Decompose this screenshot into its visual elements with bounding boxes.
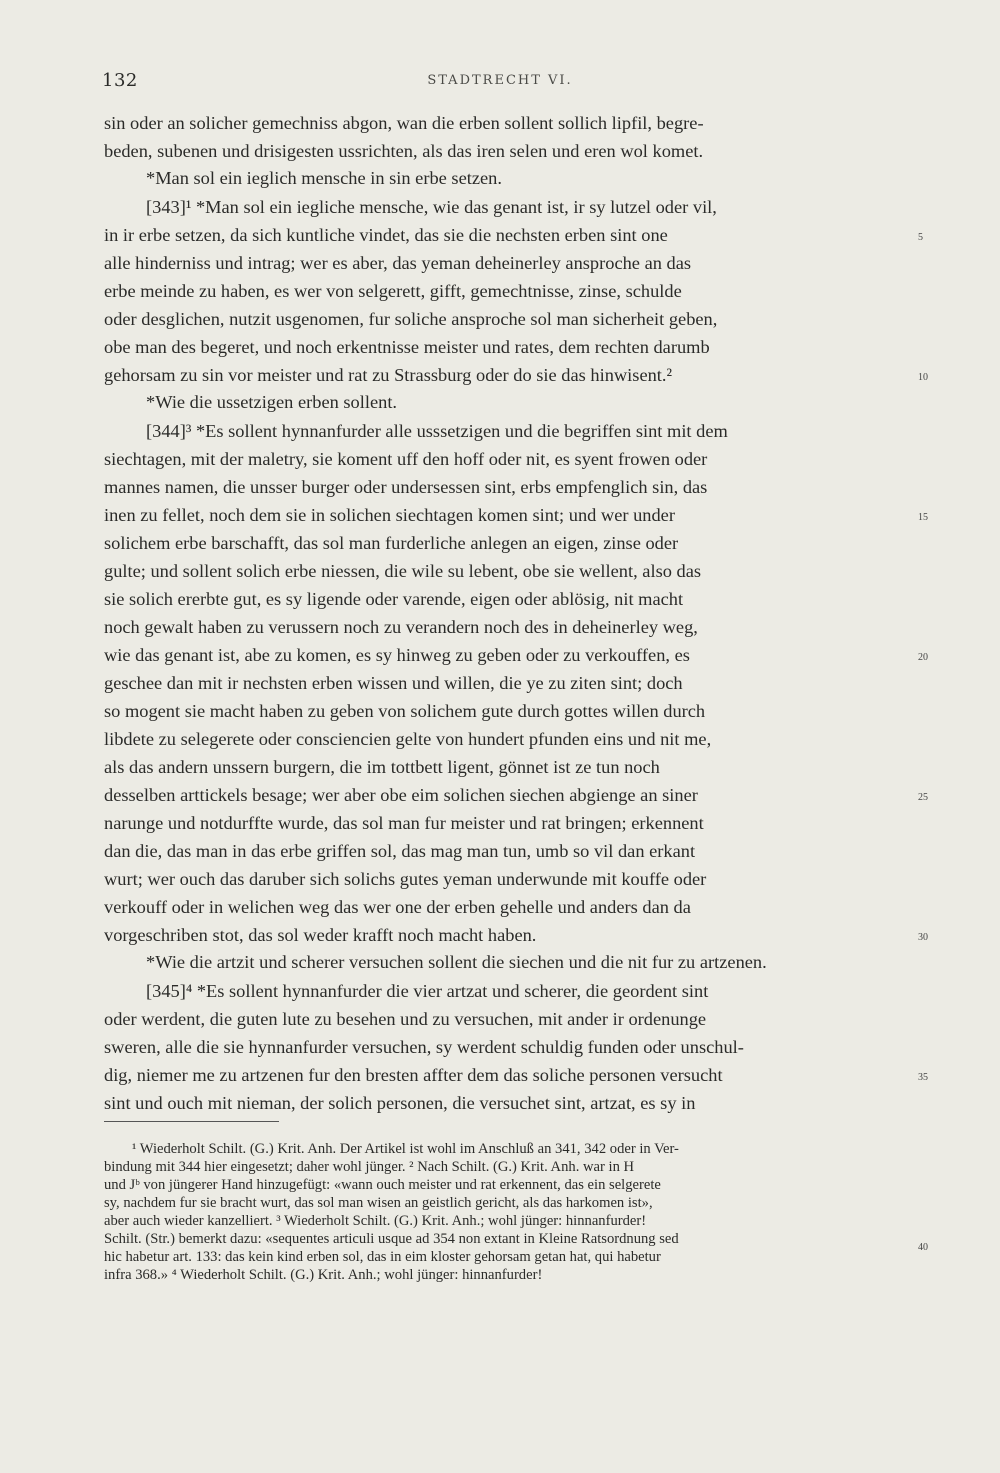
footnote-line: Schilt. (Str.) bemerkt dazu: «sequentes articuli usque ad 354 non extant in Kleine Ratsordnung sed [104,1231,679,1247]
text-line: libdete zu selegerete oder consciencien gelte von hundert pfunden eins und nit me, [104,729,712,749]
text-line: vorgeschriben stot, das sol weder krafft noch macht haben. [104,925,537,945]
text-line: sin oder an solicher gemechniss abgon, wan die erben sollent sollich lipfil, begre- [104,113,704,133]
text-line: noch gewalt haben zu verussern noch zu verandern noch des in deheinerley weg, [104,617,698,637]
text-line: obe man des begeret, und noch erkentnisse meister und rates, dem rechten darumb [104,337,710,357]
text-line: sie solich ererbte gut, es sy ligende oder varende, eigen oder ablösig, nit macht [104,589,684,609]
text-line: desselben arttickels besage; wer aber obe eim solichen siechen abgienge an siner [104,785,698,805]
text-line: gulte; und sollent solich erbe niessen, die wile su lebent, obe sie wellent, also das [104,561,702,581]
footnote-line: und Jᵇ von jüngerer Hand hinzugefügt: «wann ouch meister und rat erkennent, das ein selgerete [104,1177,661,1193]
text-line: oder desglichen, nutzit usgenomen, fur soliche ansproche sol man sicherheit geben, [104,309,718,329]
text-line: wie das genant ist, abe zu komen, es sy hinweg zu geben oder zu verkouffen, es [104,645,690,665]
text-line: verkouff oder in welichen weg das wer one der erben gehelle und anders dan da [104,897,691,917]
text-line: so mogent sie macht haben zu geben von solichem gute durch gottes willen durch [104,701,706,721]
text-line: siechtagen, mit der maletry, sie koment uff den hoff oder nit, es syent frowen oder [104,449,708,469]
line-number: 25 [918,792,928,803]
running-title: STADTRECHT VI. [427,73,573,88]
text-line: beden, subenen und drisigesten ussrichten, als das iren selen und eren wol komet. [104,141,704,161]
footnote-rule [104,1121,279,1122]
footnote-line: sy, nachdem fur sie bracht wurt, das sol man wisen an geistlich gericht, als das harkomen ist», [104,1195,653,1211]
text-line: in ir erbe setzen, da sich kuntliche vindet, das sie die nechsten erben sint one [104,225,668,245]
line-number: 15 [918,512,928,523]
text-line: als das andern unssern burgern, die im tottbett ligent, gönnet ist ze tun noch [104,757,660,777]
text-line: alle hinderniss und intrag; wer es aber, das yeman deheinerley ansproche an das [104,253,692,273]
text-line: dan die, das man in das erbe griffen sol, das mag man tun, umb so vil dan erkant [104,841,696,861]
text-line: *Wie die artzit und scherer versuchen sollent die siechen und die nit fur zu artzenen. [146,952,767,972]
text-line: mannes namen, die unsser burger oder undersessen sint, erbs empfenglich sin, das [104,477,708,497]
text-line: [344]³ *Es sollent hynnanfurder alle usssetzigen und die begriffen sint mit dem [146,421,728,441]
text-line: inen zu fellet, noch dem sie in solichen siechtagen komen sint; und wer under [104,505,675,525]
line-number: 40 [918,1242,928,1253]
text-line: sint und ouch mit nieman, der solich personen, die versuchet sint, artzat, es sy in [104,1093,696,1113]
text-line: sweren, alle die sie hynnanfurder versuchen, sy werdent schuldig funden oder unschul- [104,1037,744,1057]
text-line: [345]⁴ *Es sollent hynnanfurder die vier artzat und scherer, die geordent sint [146,981,709,1001]
footnote-line: ¹ Wiederholt Schilt. (G.) Krit. Anh. Der Artikel ist wohl im Anschluß an 341, 342 oder in Ver- [132,1141,679,1157]
text-line: gehorsam zu sin vor meister und rat zu Strassburg oder do sie das hinwisent.² [104,365,673,385]
footnote-line: aber auch wieder kanzelliert. ³ Wiederholt Schilt. (G.) Krit. Anh.; wohl jünger: hinnanfurder! [104,1213,647,1229]
line-number: 20 [918,652,928,663]
footnote-line: infra 368.» ⁴ Wiederholt Schilt. (G.) Krit. Anh.; wohl jünger: hinnanfurder! [104,1267,543,1283]
line-number: 35 [918,1072,928,1083]
text-line: oder werdent, die guten lute zu besehen und zu versuchen, mit ander ir ordenunge [104,1009,707,1029]
text-line: erbe meinde zu haben, es wer von selgerett, gifft, gemechtnisse, zinse, schulde [104,281,682,301]
text-line: wurt; wer ouch das daruber sich solichs gutes yeman underwunde mit kouffe oder [104,869,707,889]
text-line: solichem erbe barschafft, das sol man furderliche anlegen an eigen, zinse oder [104,533,679,553]
text-line: geschee dan mit ir nechsten erben wissen und willen, die ye zu ziten sint; doch [104,673,683,693]
footnote-line: bindung mit 344 hier eingesetzt; daher wohl jünger. ² Nach Schilt. (G.) Krit. Anh. war in H [104,1159,635,1175]
text-line: *Man sol ein ieglich mensche in sin erbe setzen. [146,168,502,188]
text-line: dig, niemer me zu artzenen fur den bresten affter dem das soliche personen versucht [104,1065,723,1085]
page-number: 132 [102,70,138,91]
line-number: 10 [918,372,928,383]
line-number: 30 [918,932,928,943]
footnote-line: hic habetur art. 133: das kein kind erben sol, das in eim kloster gehorsam getan hat, qui habetur [104,1249,661,1265]
line-number: 5 [918,232,923,243]
text-line: *Wie die ussetzigen erben sollent. [146,392,398,412]
text-line: [343]¹ *Man sol ein iegliche mensche, wie das genant ist, ir sy lutzel oder vil, [146,197,717,217]
text-line: narunge und notdurffte wurde, das sol man fur meister und rat bringen; erkennent [104,813,704,833]
